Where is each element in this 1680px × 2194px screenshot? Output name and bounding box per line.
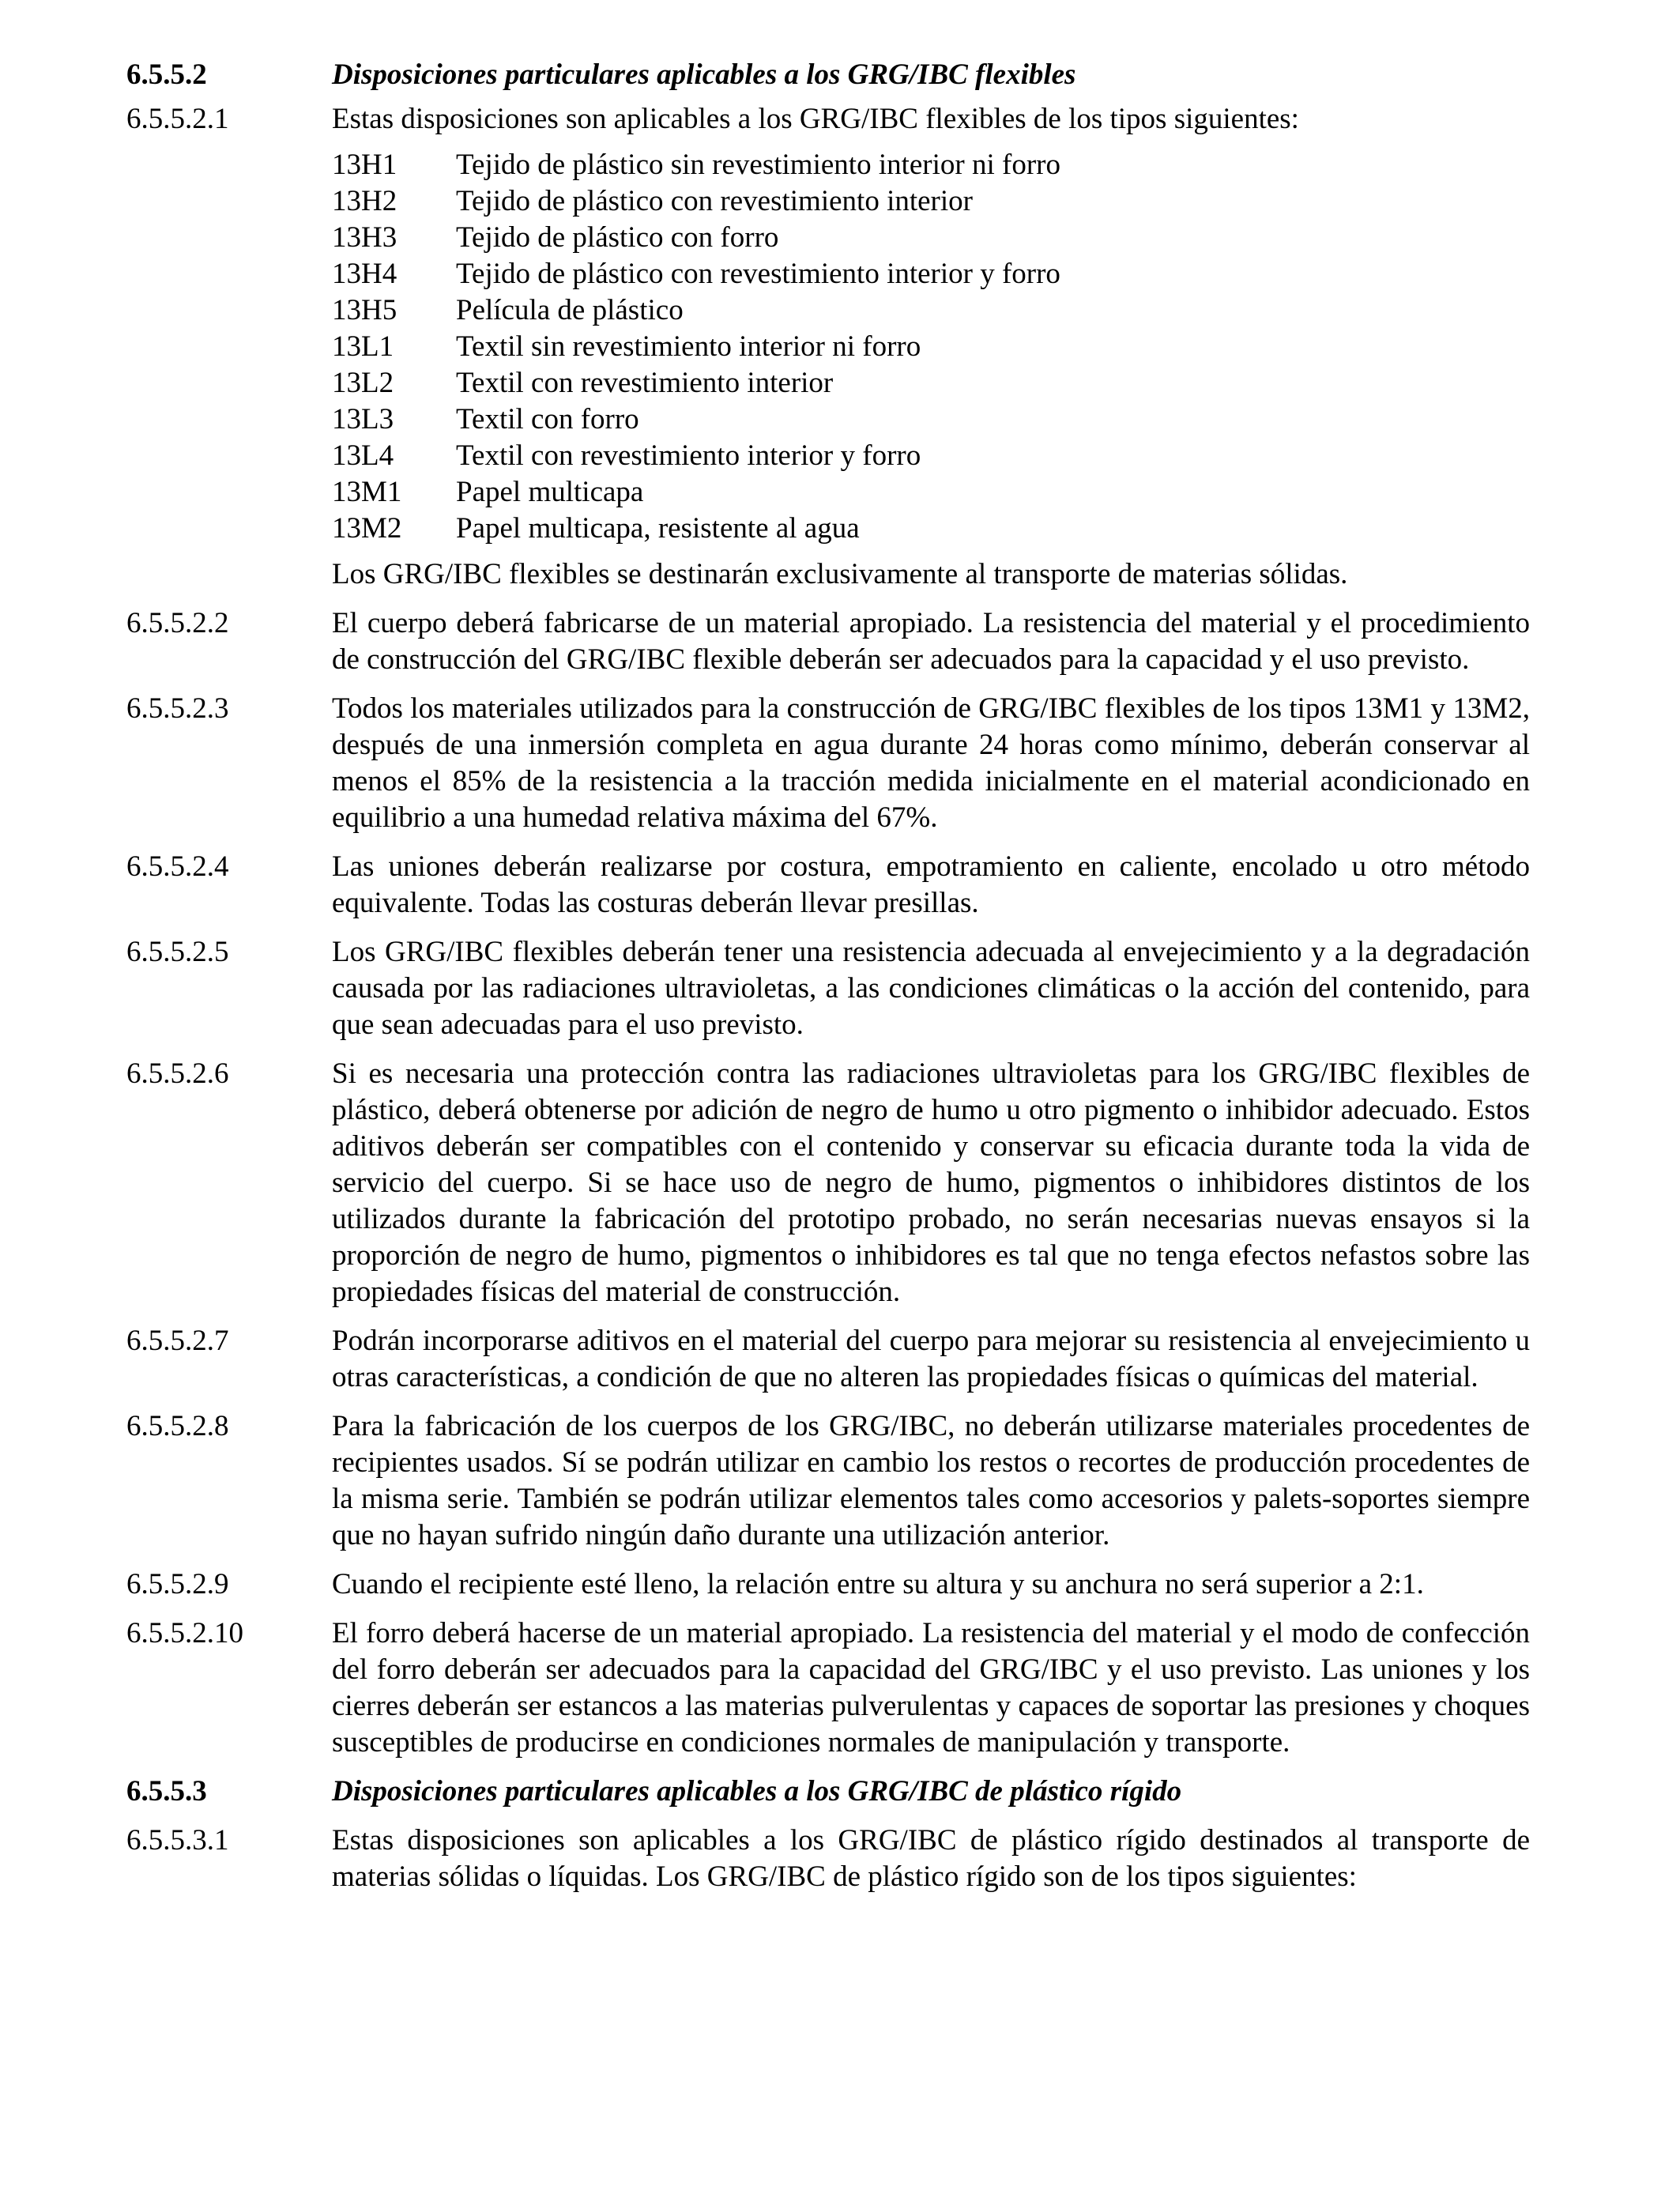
ibc-type-code: 13H2 <box>332 185 397 217</box>
ibc-type-code: 13M1 <box>332 476 402 508</box>
ibc-type-description: Tejido de plástico con forro <box>456 221 779 254</box>
paragraph-text: Cuando el recipiente esté lleno, la relación entre su altura y su anchura no será superior a 2:1. <box>332 1568 1424 1600</box>
paragraph-6-5-5-3-1 <box>126 1823 1530 1895</box>
paragraph-6-5-5-2-4 <box>126 849 1530 922</box>
ibc-type-item <box>332 365 1530 401</box>
ibc-type-code: 13H4 <box>332 258 397 290</box>
paragraph-text: Todos los materiales utilizados para la construcción de GRG/IBC flexibles de los tipos 13M1 y 13M2, después de una inmersión completa en agua durante 24 horas como mínimo, deberán conservar al menos el 85% de la resistencia a la tracción medida inicialmente en el material acondicionado en equilibrio a una humedad relativa máxima del 67%. <box>332 692 1530 834</box>
paragraph-text: Estas disposiciones son aplicables a los GRG/IBC de plástico rígido destinados al transporte de materias sólidas o líquidas. Los GRG/IBC de plástico rígido son de los tipos siguientes: <box>332 1824 1530 1893</box>
ibc-type-code: 13H3 <box>332 221 397 254</box>
paragraph-number: 6.5.5.2.5 <box>126 936 229 968</box>
ibc-type-description: Papel multicapa, resistente al agua <box>456 512 860 545</box>
ibc-type-code: 13M2 <box>332 512 402 545</box>
paragraph-number: 6.5.5.2.4 <box>126 850 229 883</box>
paragraph-6-5-5-2-1 <box>126 101 1530 593</box>
paragraph-closing-text: Los GRG/IBC flexibles se destinarán exclusivamente al transporte de materias sólidas. <box>332 558 1348 590</box>
ibc-type-item <box>332 220 1530 256</box>
ibc-type-description: Textil con revestimiento interior y forro <box>456 439 921 472</box>
paragraph-number: 6.5.5.2.8 <box>126 1410 229 1442</box>
ibc-type-item <box>332 183 1530 220</box>
paragraph-text: El forro deberá hacerse de un material apropiado. La resistencia del material y el modo de confección del forro deberán ser adecuados para la capacidad del GRG/IBC y el uso previsto. Las uniones y los cierres deberán ser estancos a las materias pulverulentas y capaces de soportar las presiones y choques susceptibles de producirse en condiciones normales de manipulación y transporte. <box>332 1617 1530 1759</box>
section-title: Disposiciones particulares aplicables a los GRG/IBC de plástico rígido <box>332 1775 1182 1808</box>
ibc-type-code: 13L1 <box>332 330 394 363</box>
ibc-type-item <box>332 147 1530 183</box>
paragraph-6-5-5-2-6 <box>126 1056 1530 1310</box>
paragraph-text: Podrán incorporarse aditivos en el material del cuerpo para mejorar su resistencia al envejecimiento u otras características, a condición de que no alteren las propiedades físicas o químicas del material. <box>332 1325 1530 1393</box>
paragraph-text: Los GRG/IBC flexibles deberán tener una resistencia adecuada al envejecimiento y a la degradación causada por las radiaciones ultravioletas, a las condiciones climáticas o la acción del contenido, para que sean adecuadas para el uso previsto. <box>332 936 1530 1041</box>
ibc-type-list <box>332 147 1530 547</box>
ibc-type-code: 13H5 <box>332 294 397 326</box>
section-title: Disposiciones particulares aplicables a los GRG/IBC flexibles <box>332 58 1076 91</box>
section-number: 6.5.5.3 <box>126 1775 207 1808</box>
paragraph-text: El cuerpo deberá fabricarse de un material apropiado. La resistencia del material y el procedimiento de construcción del GRG/IBC flexible deberán ser adecuados para la capacidad y el uso previsto. <box>332 607 1530 676</box>
ibc-type-code: 13L3 <box>332 403 394 435</box>
ibc-type-item <box>332 474 1530 511</box>
paragraph-number: 6.5.5.2.9 <box>126 1568 229 1600</box>
ibc-type-code: 13L2 <box>332 367 394 399</box>
paragraph-6-5-5-2-2 <box>126 605 1530 678</box>
paragraph-number: 6.5.5.2.10 <box>126 1617 243 1649</box>
ibc-type-code: 13H1 <box>332 149 397 181</box>
ibc-type-code: 13L4 <box>332 439 394 472</box>
section-heading-6-5-5-3 <box>126 1774 1530 1810</box>
ibc-type-description: Película de plástico <box>456 294 684 326</box>
paragraph-6-5-5-2-8 <box>126 1408 1530 1554</box>
ibc-type-description: Tejido de plástico con revestimiento interior <box>456 185 973 217</box>
ibc-type-description: Tejido de plástico sin revestimiento interior ni forro <box>456 149 1060 181</box>
paragraph-6-5-5-2-3 <box>126 691 1530 836</box>
ibc-type-description: Papel multicapa <box>456 476 644 508</box>
paragraph-6-5-5-2-7 <box>126 1323 1530 1396</box>
ibc-type-item <box>332 438 1530 474</box>
ibc-type-description: Textil con forro <box>456 403 639 435</box>
paragraph-text: Si es necesaria una protección contra las radiaciones ultravioletas para los GRG/IBC flexibles de plástico, deberá obtenerse por adición de negro de humo u otro pigmento o inhibidor adecuado. Estos aditivos deberán ser compatibles con el contenido y conservar su eficacia durante toda la vida de servicio del cuerpo. Si se hace uso de negro de humo, pigmentos o inhibidores distintos de los utilizados durante la fabricación del prototipo probado, no serán necesarias nuevas ensayos si la proporción de negro de humo, pigmentos o inhibidores es tal que no tenga efectos nefastos sobre las propiedades físicas del material de construcción. <box>332 1057 1530 1308</box>
paragraph-6-5-5-2-5 <box>126 934 1530 1043</box>
ibc-type-item <box>332 511 1530 547</box>
ibc-type-item <box>332 401 1530 438</box>
ibc-type-item <box>332 292 1530 329</box>
paragraph-6-5-5-2-9 <box>126 1566 1530 1603</box>
paragraph-number: 6.5.5.2.3 <box>126 692 229 725</box>
ibc-type-item <box>332 329 1530 365</box>
paragraph-text: Estas disposiciones son aplicables a los GRG/IBC flexibles de los tipos siguientes: <box>332 103 1299 135</box>
paragraph-number: 6.5.5.2.7 <box>126 1325 229 1357</box>
section-heading-6-5-5-2 <box>126 57 1530 93</box>
ibc-type-item <box>332 256 1530 292</box>
paragraph-text: Las uniones deberán realizarse por costura, empotramiento en caliente, encolado u otro método equivalente. Todas las costuras deberán llevar presillas. <box>332 850 1530 919</box>
ibc-type-description: Textil sin revestimiento interior ni forro <box>456 330 921 363</box>
paragraph-number: 6.5.5.3.1 <box>126 1824 229 1857</box>
ibc-type-description: Tejido de plástico con revestimiento interior y forro <box>456 258 1060 290</box>
paragraph-number: 6.5.5.2.1 <box>126 103 229 135</box>
paragraph-text: Para la fabricación de los cuerpos de los GRG/IBC, no deberán utilizarse materiales procedentes de recipientes usados. Sí se podrán utilizar en cambio los restos o recortes de producción procedentes de la misma serie. También se podrán utilizar elementos tales como accesorios y palets-soportes siempre que no hayan sufrido ningún daño durante una utilización anterior. <box>332 1410 1530 1551</box>
ibc-type-description: Textil con revestimiento interior <box>456 367 834 399</box>
paragraph-number: 6.5.5.2.2 <box>126 607 229 639</box>
paragraph-number: 6.5.5.2.6 <box>126 1057 229 1090</box>
paragraph-6-5-5-2-10 <box>126 1615 1530 1761</box>
section-number: 6.5.5.2 <box>126 58 207 91</box>
